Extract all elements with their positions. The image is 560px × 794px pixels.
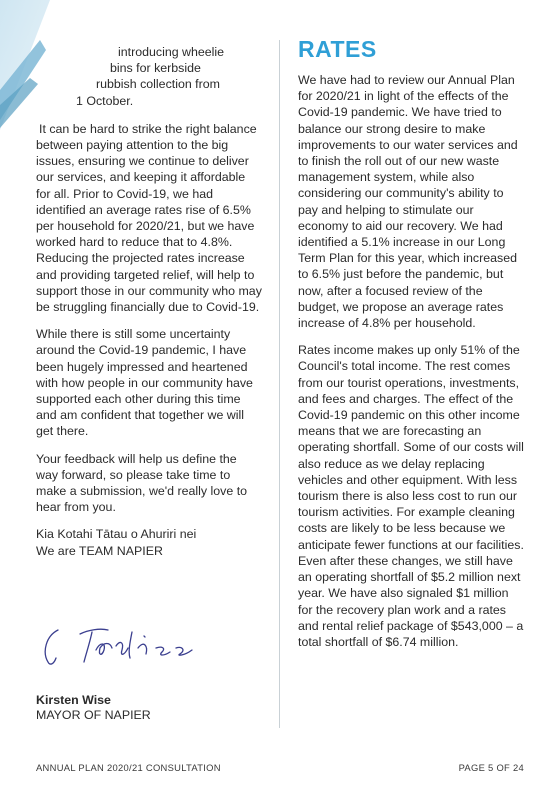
body-paragraph: Your feedback will help us define the way forward, so please take time to make a submission, we'd really love to hear from you. <box>36 451 248 515</box>
intro-line: introducing wheelie <box>118 45 225 59</box>
signer-name: Kirsten Wise <box>36 693 111 707</box>
rates-paragraph: Rates income makes up only 51% of the Council's total income. The rest comes from our tourist operations, investments, and fees and charges. The effect of the Covid-19 pandemic on this other income means that we are forecasting an operating shortfall. Some of our costs will also reduce as we delay replacing vehicles and other equipment. With less tourism there is also less cost to run our tourism activities. For example cleaning costs are likely to be less because we anticipate fewer functions at our facilities. Even after these changes, we still have an operating shortfall of $5.2 million next year. We have also signaled $1 million for the recovery plan work and a rates and rental relief package of $543,000 – a total shortfall of $6.74 million. <box>298 343 524 649</box>
signature-image <box>36 612 236 672</box>
intro-line: rubbish collection from <box>96 77 220 92</box>
intro-line: 1 October. <box>76 93 134 108</box>
footer-page-number: PAGE 5 OF 24 <box>458 762 524 773</box>
rates-column <box>298 36 524 661</box>
footer-document-title: ANNUAL PLAN 2020/21 CONSULTATION <box>36 762 221 773</box>
column-divider <box>279 40 280 728</box>
rates-paragraph: We have had to review our Annual Plan for 2020/21 in light of the effects of the Covid-19 pandemic. We have tried to balance our strong desire to make improvements to our water services and to finish the roll out of our new waste management system, while also considering our community's ability to pay and helping to stimulate our economy to aid our recovery. We had identified a 5.1% increase in our Long Term Plan for this year, which increased to 6.5% just before the pandemic, but now, after a focused review of the budget, we propose an average rates increase of 4.8% per household. <box>298 73 518 331</box>
intro-continuation <box>36 44 262 109</box>
closing-line-maori: Kia Kotahi Tātau o Ahuriri nei <box>36 527 197 542</box>
mayor-message-column <box>36 44 262 570</box>
signer-block <box>36 693 151 723</box>
body-paragraph: It can be hard to strike the right balance between paying attention to the big issues, ensuring we continue to deliver our services, and keeping it affordable for all. Prior to Covid-19, we had identified an average rates rise of 6.5% per household for 2020/21, but we have worked hard to reduce that to 4.8%. Reducing the projected rates increase and providing targeted relief, will help to support those in our community who may be struggling financially due to Covid-19. <box>36 121 262 315</box>
rates-heading: RATES <box>298 36 377 62</box>
body-paragraph: While there is still some uncertainty around the Covid-19 pandemic, I have been hugely impressed and heartened with how people in our community have supported each other during this time and am confident that together we will get there. <box>36 327 253 439</box>
closing-line-team: We are TEAM NAPIER <box>36 543 163 558</box>
closing-block <box>36 526 262 558</box>
intro-line: bins for kerbside <box>110 61 201 76</box>
signer-role: MAYOR OF NAPIER <box>36 708 151 722</box>
